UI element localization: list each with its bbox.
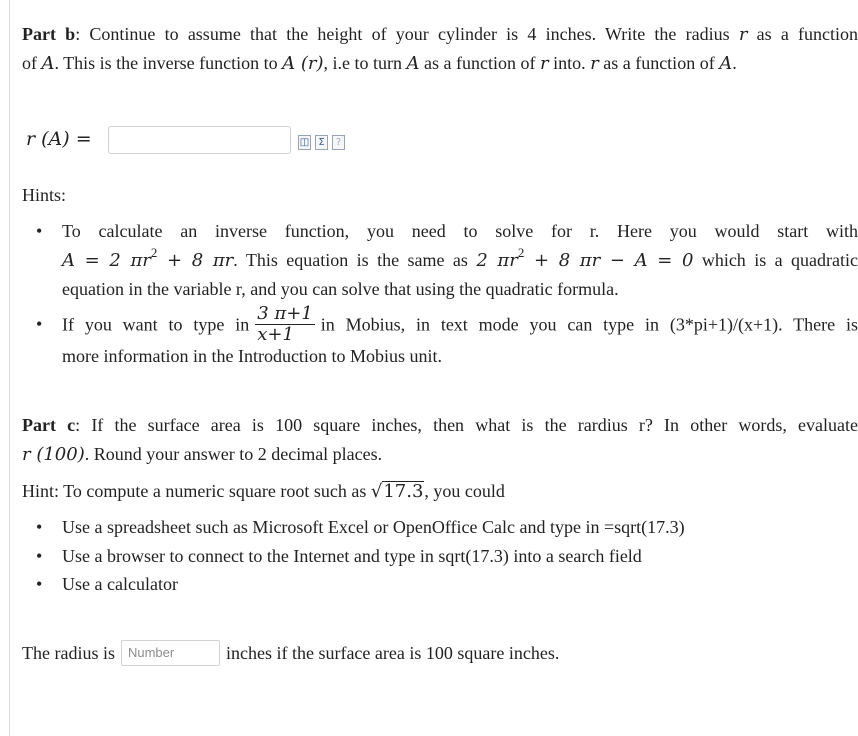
part-b-line2: of A. This is the inverse function to A (r), i.e to turn A as a function of r into. r as a function of A. xyxy=(22,53,737,74)
answer-input[interactable] xyxy=(108,126,291,154)
radius-input[interactable]: Number xyxy=(121,640,220,666)
part-c-label: Part c xyxy=(22,415,76,435)
hints-title: Hints: xyxy=(22,185,67,205)
list-item: • Use a spreadsheet such as Microsoft Excel or OpenOffice Calc and type in =sqrt(17.3) xyxy=(36,517,685,537)
left-border xyxy=(9,0,10,736)
help-icon[interactable]: ? xyxy=(332,135,345,150)
part-b-label: Part b xyxy=(22,24,76,44)
hint1-line1: • To calculate an inverse function, you need to solve for r. Here you would start with xyxy=(36,221,858,241)
part-b-line1: Part b: Continue to assume that the height of your cylinder is 4 inches. Write the radius r as a function xyxy=(22,24,858,45)
fraction: $\frac{3 \pi+1}{x+1}$ xyxy=(257,303,313,345)
hint2-line2: more information in the Introduction to Mobius unit. xyxy=(62,346,442,366)
part-c-line2: r (100). Round your answer to 2 decimal places. xyxy=(22,444,383,465)
answer-label: r (A) = xyxy=(26,128,92,150)
preview-icon[interactable]: ◫ xyxy=(299,137,310,148)
hint2-line1: • If you want to type in $\frac{3 \pi+1}{x+1}$ in Mobius, in text mode you can type in (3*pi+1)/(x+1). There is xyxy=(36,303,858,345)
list-item: • Use a calculator xyxy=(36,574,178,594)
part-c-line1: Part c: If the surface area is 100 square inches, then what is the rardius r? In other words, evaluate xyxy=(22,415,858,435)
hint1-line2: A = 2 $\pi r^2 + 8$ πr. This equation is the same as 2 $\pi r^2 + 8$ πr − A = 0 which is a quadratic xyxy=(62,245,858,271)
radius-row: The radius is Number inches if the surface area is 100 square inches. xyxy=(22,639,858,668)
list-item: • Use a browser to connect to the Internet and type in sqrt(17.3) into a search field xyxy=(36,546,642,566)
answer-row xyxy=(22,126,422,158)
sqrt-hint: Hint: To compute a numeric square root such as √17.3, you could xyxy=(22,481,505,502)
equation-editor-icon[interactable]: Σ xyxy=(315,135,328,150)
hint1-line3: equation in the variable r, and you can solve that using the quadratic formula. xyxy=(62,279,619,299)
